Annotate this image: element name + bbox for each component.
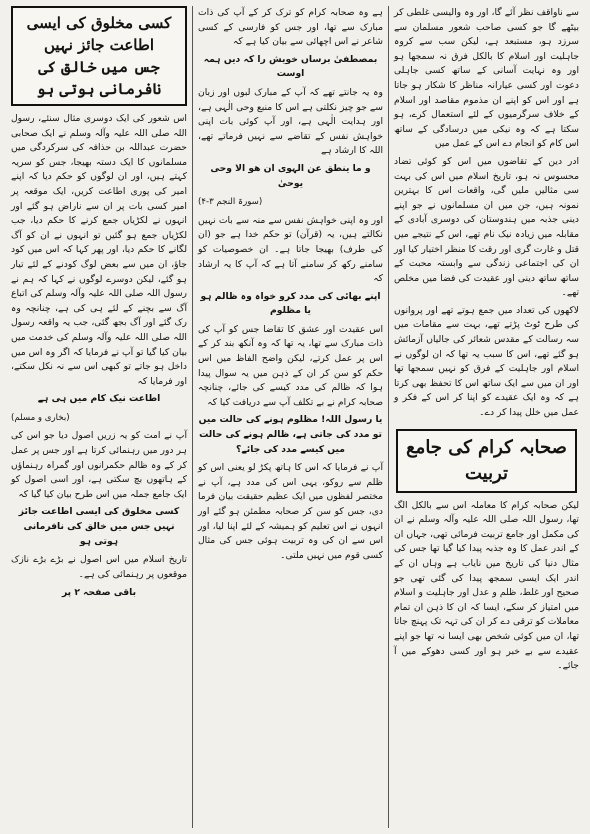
article-columns	[6, 6, 584, 828]
paragraph: اس عقیدت اور عشق کا تقاضا جس کو آپ کی ذات مبارک سے تھا، یہ تھا کہ وہ آنکھ بند کر کے اس پر عمل کرتے، لیکن واضح الفاظ میں اس حکم کو سن کر ان کے ذہن میں یہ سوال پیدا ہوا کہ ظالم کی مدد کیسے کی جائے، چنانچہ صحابہ کرام نے بے تکلف آپ سے دریافت کیا کہ	[198, 323, 383, 408]
headline-line-2: جس میں خالق کی نافرمانی ہوتی ہو	[36, 58, 162, 98]
column-left	[6, 6, 192, 828]
quote: و ما ینطق عن الہوی ان ھو الا وحی یوحیٰ	[210, 162, 371, 189]
quote: اطاعت نیک کام میں ہی ہے	[37, 393, 161, 405]
headline	[11, 6, 187, 106]
quote: اپنے بھائی کی مدد کرو خواہ وہ ظالم ہو یا مظلوم	[200, 290, 381, 317]
headline-line-1: کسی مخلوق کی ایسی اطاعت جائز نہیں	[26, 14, 172, 54]
citation: (سورۃ النجم ۳-۴)	[198, 197, 263, 208]
column-middle	[192, 6, 388, 828]
column-right	[388, 6, 584, 828]
paragraph: لاکھوں کی تعداد میں جمع ہوتے تھے اور پروانوں کی طرح ٹوٹ پڑتے تھے، بہت سے مقامات میں سہ رسالت کے مقدس شعائر کی جالیاں آزمائش ہو گئے تھے، اس کا سبب یہ تھا کہ ان لوگوں نے اسلام اور جاہلیت کے فرق کو نہیں سمجھا تھا اور ان میں سے ایک ساتھ اس کا تحفظ بھی کرتا ہے کہ وہ ایک عقیدے کو اپنا کر اس کے فکر و عمل میں خلل پیدا کر دے۔	[394, 304, 579, 419]
paragraph: لیکن صحابہ کرام کا معاملہ اس سے بالکل الگ تھا، رسول اللہ صلی اللہ علیہ وآلہ وسلم نے ان کی مکمل اور جامع تربیت فرمائی تھی، جہاں ان کے اندر عمل کا وہ جذبہ پیدا کیا گیا تھا جس کی مثال دنیا کی تاریخ میں نایاب ہے وہاں ان کے اندر ایک ایسی سمجھ پیدا کی گئی تھی جو صحیح اور غلط، ظلم و عدل اور جاہلیت و اسلام میں امتیاز کر سکے، ایسا کہ ان کا ذہن ان تمام معاملات کو ترقی دے کر ان کی تہہ تک پہنچ جاتا تھا، ان میں کوئی شخص بھی ایسا نہ تھا جو اپنے عقیدے سے بے خبر ہو اور کسی دھوکے میں آ جائے۔	[394, 499, 579, 672]
section-subheading: صحابہ کرام کی جامع تربیت	[396, 429, 577, 493]
quote: یا رسول اللہ! مظلوم ہونے کی حالت میں تو مدد کی جاتی ہے، ظالم ہونے کی حالت میں کیسے مدد کی جائے؟	[198, 414, 383, 455]
paragraph: اور وہ اپنی خواہش نفس سے منہ سے بات نہیں نکالتے ہیں، یہ (قرآن) تو حکم خدا ہے جو (ان کی طرف) بھیجا جاتا ہے۔ ان خصوصیات کو سامنے رکھ کر سامنے آتا ہے کہ آپ کا یہ ارشاد کہ	[198, 214, 383, 285]
paragraph: ادر دین کے تقاضوں میں اس کو کوئی تضاد محسوس نہ ہو، تاریخ اسلام میں اس کی بہت سی مثالیں ملیں گی، واقعات اس کا بہترین نمونہ ہیں، جن میں ان مسلمانوں نے جو اپنے دینی جذبہ میں ہندوستان کی دوسری آبادی کے مقابلہ میں زیادہ نیک نام تھے، اس کے نتیجے میں قتل و غارت گری اور رقت کا منظر اختیار کیا اور ان کی اجتماعی زندگی سے وابستہ محبت کے ساتھ ساتھ دینی اور عقیدت کی فضا میں مخلص تھے۔	[394, 155, 579, 299]
paragraph: تاریخ اسلام میں اس اصول نے بڑے بڑے نازک موقعوں پر رہنمائی کی ہے۔	[11, 554, 187, 580]
paragraph: آپ نے فرمایا کہ اس کا ہاتھ پکڑ لو یعنی اس کو ظلم سے روکو، یہی اس کی مدد ہے، آپ نے مختصر لفظوں میں ایک عظیم حقیقت بیان فرما دی، جس کو سن کر صحابہ مطمئن ہو گئے اور انہوں نے اس تعلیم کو ہمیشہ کے لئے اپنا لیا، اور اس سے ان کی وہ تربیت ہوئی جس کی مثال کسی قوم میں نہیں ملتی۔	[198, 462, 383, 561]
quote: کسی مخلوق کی ایسی اطاعت جائز نہیں جس میں خالق کی نافرمانی ہوتی ہو	[18, 506, 180, 547]
quote: بمصطفیٰ برساں خویش را کہ دیں ہمہ اوست	[203, 53, 378, 80]
paragraph: وہ یہ جانتے تھے کہ آپ کے مبارک لبوں اور زبان سے جو چیز نکلتی ہے اس کا منبع وحی الٰہی ہے، اور ہدایت الٰہی ہے، اور آپ کوئی بات اپنی خواہش نفس کے تقاضے سے نہیں فرماتے تھے، اللہ کا ارشاد ہے	[198, 86, 383, 157]
continued-note: باقی صفحہ ۲ پر	[61, 587, 137, 599]
paragraph: اس شعور کی ایک دوسری مثال سنئے، رسول اللہ صلی اللہ علیہ وآلہ وسلم نے ایک صحابی حضرت عبداللہ بن حذافہ کی سرکردگی میں مسلمانوں کا ایک دستہ بھیجا، جس کو سریہ کہتے ہیں، اور ان لوگوں کو حکم دیا کہ اپنے امیر کی پوری اطاعت کریں، ایک موقعہ پر امیر کسی بات پر ان سے ناراض ہو گئے اور انہوں نے لکڑیاں جمع کرنے کا حکم دیا، جب لکڑیاں جمع ہو گئیں تو انہوں نے ان کو آگ لگانے کا حکم دیا، اور پھر کہا کہ اس میں کود جاؤ، ان میں سے بعض لوگ کودنے کے لئے تیار ہو گئے، لیکن دوسرے لوگوں نے کہا کہ ہم نے رسول اللہ صلی اللہ علیہ وآلہ وسلم کی اتباع آگ سے بچنے کے لئے ہی کی ہے، چنانچہ وہ رک گئے اور آگ بجھ گئی، جب یہ واقعہ رسول اللہ صلی اللہ علیہ وآلہ وسلم کی خدمت میں بیان کیا گیا تو آپ نے فرمایا کہ اگر وہ اس میں داخل ہو جاتے تو کبھی اس سے نہ نکل سکتے، اور فرمایا کہ	[11, 113, 187, 387]
citation: (بخاری و مسلم)	[11, 412, 70, 423]
paragraph: سے ناواقف نظر آئے گا، اور وہ والیسی غلطی کر بیٹھے گا جو کسی صاحب شعور مسلمان سے سرزد ہو، مستبعد ہے، لیکن سب سے کروہ جاہلیت اور اسلام کا بالکل فرق نہ سمجھا ہو اور وہ نہایت آسانی کے ساتھ کسی جاہلی دعوت اور کسی عیارانہ مناظر کا شکار ہو جاتا ہے اور اس کو اپنے ان مذموم مقاصد اور اسلام کے خلاف سرگرمیوں کے لئے استعمال کرے، ہو سکتا ہے کہ وہ نیکی میں درسادگی کے ساتھ اس کام کو انجام دے اس کے عمل میں	[394, 7, 579, 150]
paragraph: ہے وہ صحابہ کرام کو ترک کر کے آپ کی ذات مبارک سے تھا، اور جس کو فارسی کے کسی شاعر نے اس اچھائی سے بیان کیا ہے کہ	[198, 7, 383, 48]
paragraph: آپ نے امت کو یہ زریں اصول دیا جو اس کی ہر دور میں رہنمائی کرتا ہے اور جس پر عمل کر کے وہ ظالم حکمرانوں اور گمراہ رہنماؤں کے ہاتھوں بچ سکتی ہے، اور اسی اصول کو ایک جامع جملہ میں اس طرح بیان کیا گیا کہ	[11, 430, 187, 500]
